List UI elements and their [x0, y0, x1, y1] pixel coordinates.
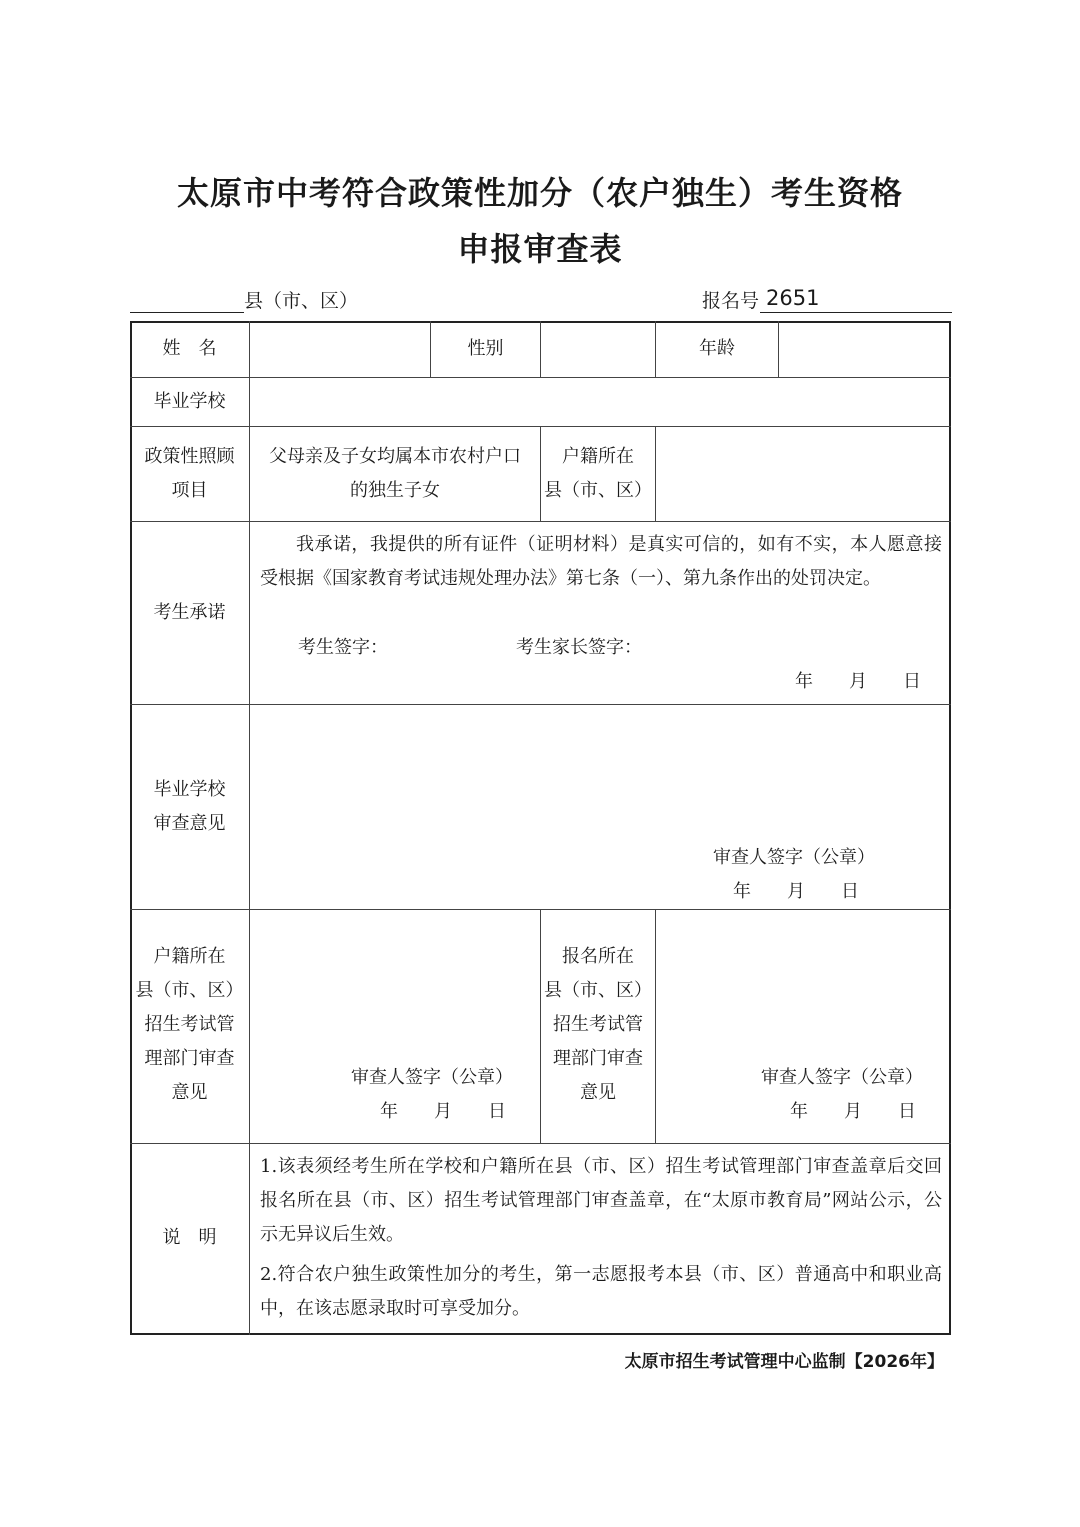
pledge-text: 我承诺，我提供的所有证件（证明材料）是真实可信的，如有不实，本人愿意接受根据《国家教育考试违规处理办法》第七条（一）、第九条作出的处罚决定。 — [260, 534, 942, 589]
county-label: 县（市、区） — [244, 290, 359, 312]
reg-review-line: 县（市、区） — [544, 980, 652, 1001]
hukou-label-line: 县（市、区） — [544, 480, 652, 501]
hukou-review-label — [130, 940, 249, 1114]
column-divider — [655, 909, 656, 1143]
row-divider — [130, 521, 951, 522]
application-form — [130, 321, 951, 1335]
school-review-label-line: 审查意见 — [153, 813, 226, 834]
policy-label — [130, 427, 249, 521]
student-signature-label: 考生签字： — [298, 637, 388, 658]
note-2: 2.符合农户独生政策性加分的考生，第一志愿报考本县（市、区）普通高中和职业高中，在该志愿录取时可享受加分。 — [260, 1264, 942, 1319]
pledge-label: 考生承诺 — [153, 602, 226, 623]
county-blank[interactable] — [130, 312, 244, 313]
reg-review-line: 招生考试管 — [553, 1014, 643, 1035]
reg-review-line: 理部门审查 — [553, 1048, 643, 1069]
row-divider — [130, 1143, 951, 1144]
gender-label: 性别 — [467, 338, 504, 359]
hukou-county-field[interactable] — [656, 427, 949, 521]
parent-signature-label: 考生家长签字： — [516, 637, 642, 658]
page-subtitle: 申报审查表 — [457, 230, 623, 268]
hukou-reviewer-signature: 审查人签字（公章） — [351, 1067, 513, 1088]
policy-label-line: 项目 — [171, 480, 208, 501]
school-field[interactable] — [250, 378, 949, 426]
reg-reviewer-signature: 审查人签字（公章） — [761, 1067, 923, 1088]
hukou-review-line: 户籍所在 — [153, 946, 226, 967]
pledge-date: 年 月 日 — [795, 671, 921, 692]
hukou-label-line: 户籍所在 — [562, 446, 634, 467]
school-label: 毕业学校 — [153, 391, 226, 412]
reg-review-line: 报名所在 — [562, 946, 634, 967]
school-review-label — [130, 705, 249, 909]
policy-value-line: 的独生子女 — [350, 480, 440, 501]
hukou-review-line: 意见 — [171, 1082, 208, 1103]
page-title: 太原市中考符合政策性加分（农户独生）考生资格 — [176, 174, 903, 212]
policy-value-line: 父母亲及子女均属本市农村户口 — [269, 446, 521, 467]
school-reviewer-signature: 审查人签字（公章） — [713, 847, 875, 868]
hukou-review-date: 年 月 日 — [380, 1101, 506, 1122]
school-review-date: 年 月 日 — [733, 881, 859, 902]
age-field[interactable] — [779, 321, 949, 377]
name-field[interactable] — [250, 321, 430, 377]
hukou-review-line: 理部门审查 — [144, 1048, 235, 1069]
name-label: 姓 名 — [162, 338, 217, 359]
hukou-county-label — [541, 427, 655, 521]
reg-no-value: 2651 — [766, 286, 820, 310]
hukou-review-line: 招生考试管 — [144, 1014, 235, 1035]
hukou-review-line: 县（市、区） — [135, 980, 244, 1001]
school-review-label-line: 毕业学校 — [153, 779, 226, 800]
reg-no-blank[interactable] — [760, 312, 952, 313]
note-1: 1.该表须经考生所在学校和户籍所在县（市、区）招生考试管理部门审查盖章后交回报名所在县（市、区）招生考试管理部门审查盖章，在“太原市教育局”网站公示，公示无异议后生效。 — [260, 1156, 942, 1245]
reg-review-date: 年 月 日 — [790, 1101, 916, 1122]
notes-label: 说 明 — [162, 1226, 217, 1248]
reg-review-label — [541, 940, 655, 1114]
reg-review-line: 意见 — [580, 1082, 616, 1103]
reg-no-label: 报名号 — [702, 290, 760, 312]
row-divider — [130, 704, 951, 705]
policy-label-line: 政策性照顾 — [144, 446, 235, 467]
age-label: 年龄 — [699, 338, 735, 359]
policy-value — [250, 427, 540, 521]
gender-field[interactable] — [541, 321, 655, 377]
issuer-footer: 太原市招生考试管理中心监制【2026年】 — [624, 1352, 944, 1372]
